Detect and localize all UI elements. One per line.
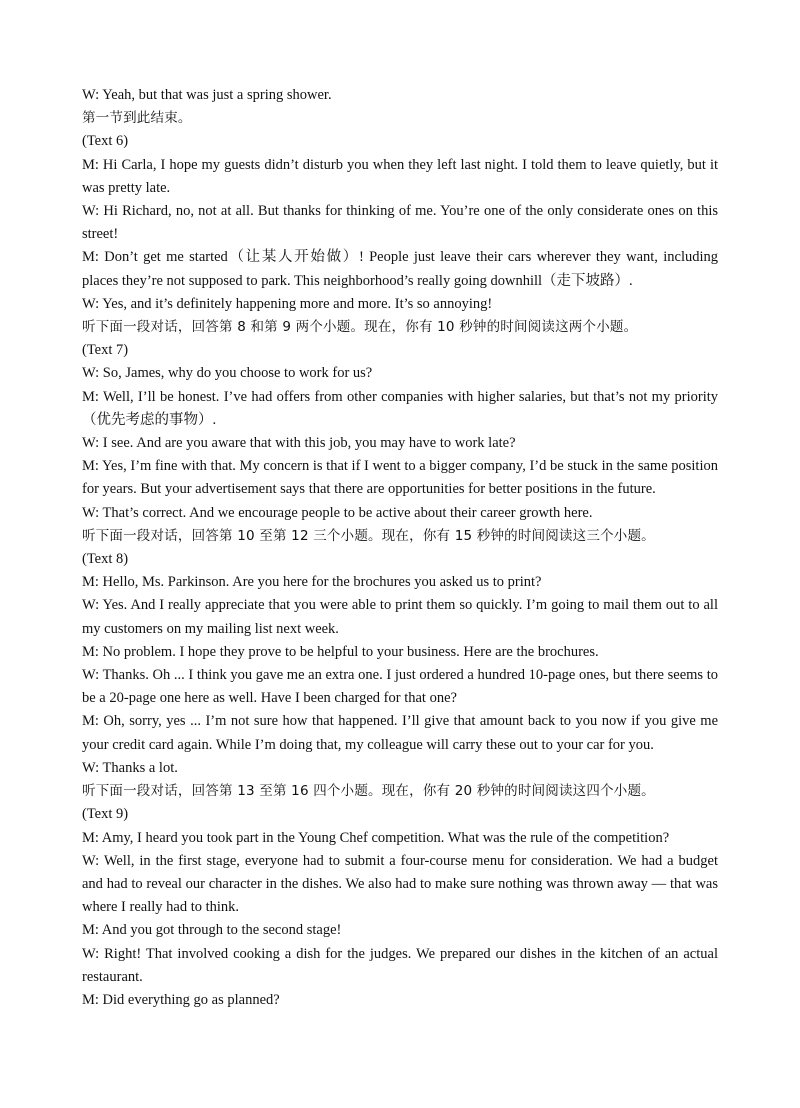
section-end-note: 第一节到此结束。 bbox=[82, 110, 192, 127]
transcript-line: M: No problem. I hope they prove to be helpful to your business. Here are the brochures. bbox=[82, 643, 599, 660]
transcript-line: W: Yes. And I really appreciate that you were able to print them so quickly. I’m going to mail them out to all my customers on my mailing list next week. bbox=[82, 597, 718, 637]
text-heading: (Text 9) bbox=[82, 806, 129, 823]
instruction-line: 听下面一段对话，回答第 13 至第 16 四个小题。现在，你有 20 秒钟的时间阅读这四个小题。 bbox=[82, 783, 655, 800]
transcript-line: W: Yeah, but that was just a spring shower. bbox=[82, 87, 332, 103]
transcript-line: W: Thanks. Oh ... I think you gave me an extra one. I just ordered a hundred 10-page ones, but there seems to be a 20-page one here as well. Have I been charged for that one? bbox=[82, 667, 718, 707]
transcript-line: W: Yes, and it’s definitely happening more and more. It’s so annoying! bbox=[82, 295, 493, 312]
transcript-line: M: Hi Carla, I hope my guests didn’t disturb you when they left last night. I told them to leave quietly, but it was pretty late. bbox=[82, 156, 718, 196]
transcript-line: M: Oh, sorry, yes ... I’m not sure how that happened. I’ll give that amount back to you now if you give me your credit card again. While I’m doing that, my colleague will carry these out to your car for you. bbox=[82, 713, 718, 753]
transcript-line: M: Yes, I’m fine with that. My concern is that if I went to a bigger company, I’d be stuck in the same position for years. But your advertisement says that there are opportunities for better positions in the future. bbox=[82, 458, 718, 498]
transcript-line: W: Right! That involved cooking a dish for the judges. We prepared our dishes in the kitchen of an actual restaurant. bbox=[82, 945, 718, 985]
text-heading: (Text 7) bbox=[82, 342, 129, 359]
transcript-line: W: Hi Richard, no, not at all. But thanks for thinking of me. You’re one of the only considerate ones on this street! bbox=[82, 203, 718, 243]
transcript-body bbox=[82, 84, 718, 1012]
text-heading: (Text 8) bbox=[82, 551, 129, 568]
text-heading: (Text 6) bbox=[82, 133, 129, 150]
transcript-line: W: Thanks a lot. bbox=[82, 759, 178, 776]
transcript-line: M: Well, I’ll be honest. I’ve had offers from other companies with higher salaries, but that’s not my priority（优先考虑的事物）. bbox=[82, 388, 718, 428]
transcript-line: W: So, James, why do you choose to work for us? bbox=[82, 365, 373, 382]
transcript-line: M: Did everything go as planned? bbox=[82, 991, 280, 1008]
transcript-line: M: And you got through to the second stage! bbox=[82, 922, 342, 939]
transcript-line: M: Don’t get me started（让某人开始做）! People just leave their cars wherever they want, including places they’re not supposed to park. This neighborhood’s really going downhill（走下坡路）. bbox=[82, 249, 718, 289]
transcript-line: W: That’s correct. And we encourage people to be active about their career growth here. bbox=[82, 504, 593, 521]
instruction-line: 听下面一段对话，回答第 10 至第 12 三个小题。现在，你有 15 秒钟的时间阅读这三个小题。 bbox=[82, 527, 655, 544]
instruction-line: 听下面一段对话，回答第 8 和第 9 两个小题。现在，你有 10 秒钟的时间阅读这两个小题。 bbox=[82, 319, 638, 336]
transcript-line: W: Well, in the first stage, everyone had to submit a four-course menu for consideration. We had a budget and had to reveal our character in the dishes. We also had to make sure nothing was thrown away — that was where I really had to think. bbox=[82, 852, 718, 916]
transcript-line: M: Amy, I heard you took part in the Young Chef competition. What was the rule of the competition? bbox=[82, 829, 670, 846]
transcript-line: W: I see. And are you aware that with this job, you may have to work late? bbox=[82, 435, 516, 452]
transcript-line: M: Hello, Ms. Parkinson. Are you here for the brochures you asked us to print? bbox=[82, 574, 542, 591]
